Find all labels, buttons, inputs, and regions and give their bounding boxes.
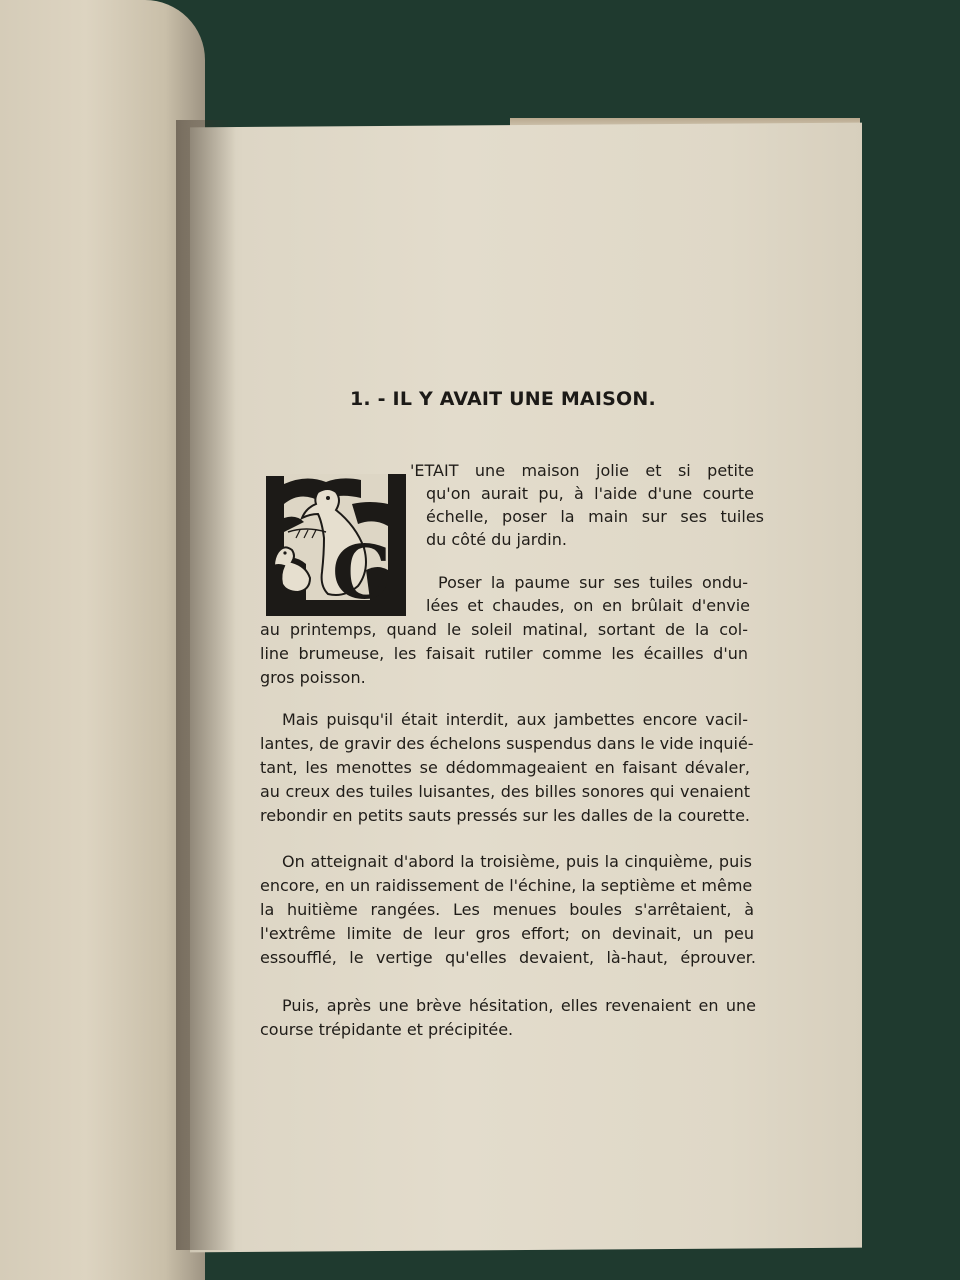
text-line: au printemps, quand le soleil matinal, sortant de la col- bbox=[260, 620, 748, 639]
dropcap-letter: C bbox=[332, 530, 391, 616]
text-line: la huitième rangées. Les menues boules s'arrêtaient, à bbox=[260, 900, 754, 919]
text-line: Puis, après une brève hésitation, elles revenaient en une bbox=[282, 996, 756, 1015]
chapter-title: 1. - IL Y AVAIT UNE MAISON. bbox=[350, 388, 656, 410]
text-line: essoufflé, le vertige qu'elles devaient, là-haut, éprouver. bbox=[260, 948, 756, 967]
text-line: tant, les menottes se dédommageaient en faisant dévaler, bbox=[260, 758, 750, 777]
text-line: au creux des tuiles luisantes, des billes sonores qui venaient bbox=[260, 782, 750, 801]
text-line: On atteignait d'abord la troisième, puis la cinquième, puis bbox=[282, 852, 752, 871]
duck-illustration-icon bbox=[266, 474, 406, 616]
text-line: lantes, de gravir des échelons suspendus dans le vide inquié- bbox=[260, 734, 754, 753]
right-page bbox=[190, 123, 862, 1253]
text-line: l'extrême limite de leur gros effort; on devinait, un peu bbox=[260, 924, 754, 943]
text-line: course trépidante et précipitée. bbox=[260, 1020, 514, 1039]
text-line: 'ETAIT une maison jolie et si petite bbox=[410, 461, 754, 480]
gutter-shadow bbox=[176, 120, 236, 1250]
text-line: échelle, poser la main sur ses tuiles bbox=[426, 507, 764, 526]
text-line: encore, en un raidissement de l'échine, la septième et même bbox=[260, 876, 753, 895]
text-line: gros poisson. bbox=[260, 668, 366, 687]
text-line: qu'on aurait pu, à l'aide d'une courte bbox=[426, 484, 754, 503]
text-line: du côté du jardin. bbox=[426, 530, 567, 549]
text-line: rebondir en petits sauts pressés sur les dalles de la courette. bbox=[260, 806, 750, 825]
text-line: line brumeuse, les faisait rutiler comme les écailles d'un bbox=[260, 644, 748, 663]
text-line: lées et chaudes, on en brûlait d'envie bbox=[426, 596, 750, 615]
left-page bbox=[0, 0, 205, 1280]
dropcap-illustration bbox=[266, 474, 406, 616]
text-line: Poser la paume sur ses tuiles ondu- bbox=[438, 573, 748, 592]
text-line: Mais puisqu'il était interdit, aux jambettes encore vacil- bbox=[282, 710, 748, 729]
